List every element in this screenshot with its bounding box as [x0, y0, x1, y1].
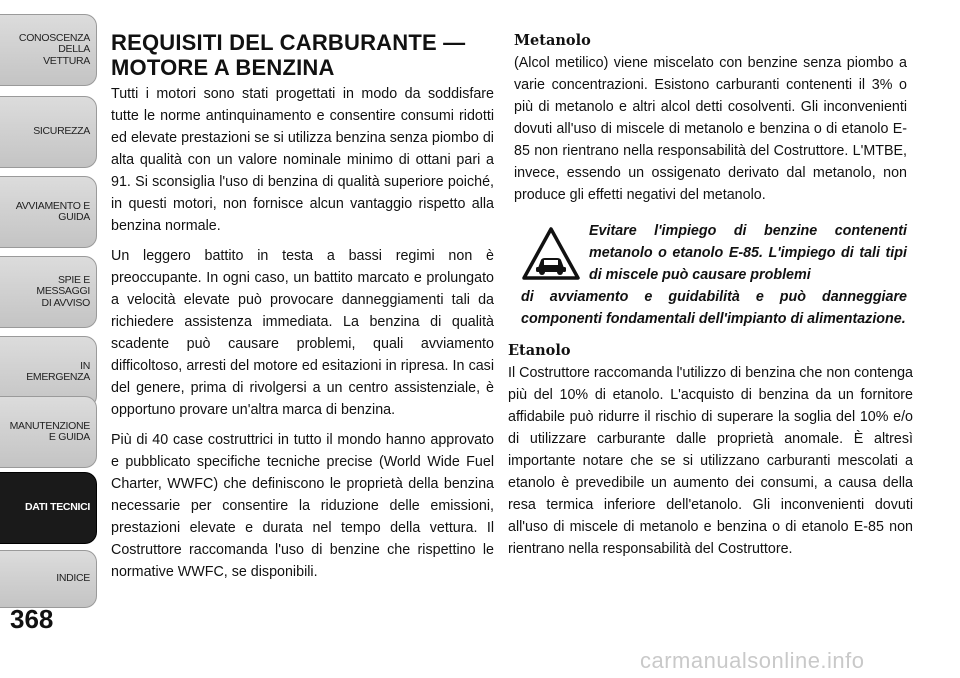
paragraph-knock: Un leggero battito in testa a bassi regimi non è preoccupante. In ogni caso, un battito marcato e prolungato a velocità elevate può provocare danneggiamenti tali da richiedere assistenza immediata. La benzina di qualità scadente può causare problemi, quali avviamento difficoltoso, arresti del motore ed esitazioni in ripresa. In casi del genere, prima di rivolgersi a un centro assistenziale, è opportuno provare un'altra marca di benzina. [111, 248, 494, 418]
paragraph-wwfc: Più di 40 case costruttrici in tutto il mondo hanno approvato e pubblicato specifiche tecniche precise (World Wide Fuel Charter, WWFC) che definiscono le proprietà della benzina necessarie per consentire la riduzione delle emissioni, prestazioni elevate e durata nel tempo della vettura. Il Costruttore raccomanda l'uso di benzine che rispettino le normative WWFC, se disponibili. [111, 432, 494, 580]
tab-label: SICUREZZA [33, 125, 90, 138]
chapter-sidebar [0, 0, 100, 678]
tab-conoscenza-vettura[interactable] [0, 14, 97, 86]
tab-label: DATI TECNICI [24, 501, 90, 514]
warning-text-rest: di avviamento e guidabilità e può danneggiare componenti fondamentali dell'impianto di alimentazione. [521, 289, 907, 327]
tab-spie-messaggi[interactable] [0, 256, 97, 328]
etanolo-heading: Etanolo [508, 342, 571, 359]
title-line-1: REQUISITI DEL CARBURANTE — [111, 30, 466, 55]
paragraph-octane: Tutti i motori sono stati progettati in modo da soddisfare tutte le norme antinquinamento e consentire consumi ridotti ed elevate prestazioni se si utilizza benzina senza piombo di alta qualità con un valore nominale minimo di ottani pari a 91. Si sconsiglia l'uso di benzina di qualità superiore poiché, in questi motori, non fornisce alcun vantaggio rispetto alla benzina normale. [111, 86, 494, 234]
tab-sicurezza[interactable] [0, 96, 97, 168]
tab-label: MANUTENZIONE E GUIDA [9, 419, 90, 443]
section-title [111, 30, 494, 80]
warning-text-indented: Evitare l'impiego di benzine contenenti metanolo o etanolo E-85. L'impiego di tali tipi di miscele può causare problemi [589, 223, 907, 283]
left-column [111, 30, 494, 591]
tab-indice[interactable] [0, 550, 97, 608]
title-line-2: MOTORE A BENZINA [111, 55, 335, 80]
right-column [508, 30, 913, 568]
tab-avviamento-guida[interactable] [0, 176, 97, 248]
tab-label: INDICE [56, 572, 90, 585]
warning-box [514, 220, 907, 330]
tab-label: CONOSCENZA DELLA VETTURA [18, 31, 90, 67]
tab-label: AVVIAMENTO E GUIDA [15, 199, 90, 223]
warning-car-icon [521, 226, 581, 282]
tab-manutenzione-guida[interactable] [0, 396, 97, 468]
tab-label: SPIE E MESSAGGI DI AVVISO [36, 273, 90, 309]
metanolo-heading: Metanolo [514, 32, 591, 49]
metanolo-paragraph: (Alcol metilico) viene miscelato con benzine senza piombo a varie concentrazioni. Esistono carburanti contenenti il 3% o più di metanolo e altri alcol detti cosolventi. Gli inconvenienti dovuti all'uso di miscele di metanolo e benzina o di etanolo E-85 non rientrano nella responsabilità del Costruttore. L'MTBE, invece, essendo un ossigenato derivato dal metanolo, non produce gli effetti negativi del metanolo. [514, 55, 907, 203]
etanolo-paragraph: Il Costruttore raccomanda l'utilizzo di benzina che non contenga più del 10% di etanolo. L'acquisto di benzina da un fornitore affidabile può ridurre il rischio di superare la soglia del 10% e/o di utilizzare carburante dalle proprietà anomale. È altresì importante notare che se si utilizzano carburanti mescolati a etanolo è prevedibile un aumento dei consumi, a causa della resa termica inferiore dell'etanolo. Gli inconvenienti dovuti all'uso di miscele di metanolo e benzina o di etanolo E-85 non rientrano nella responsabilità del Costruttore. [508, 365, 913, 557]
tab-label: IN EMERGENZA [26, 359, 90, 383]
page-number: 368 [10, 604, 54, 634]
tab-dati-tecnici[interactable] [0, 472, 97, 544]
watermark-text: carmanualsonline.info [640, 648, 865, 673]
